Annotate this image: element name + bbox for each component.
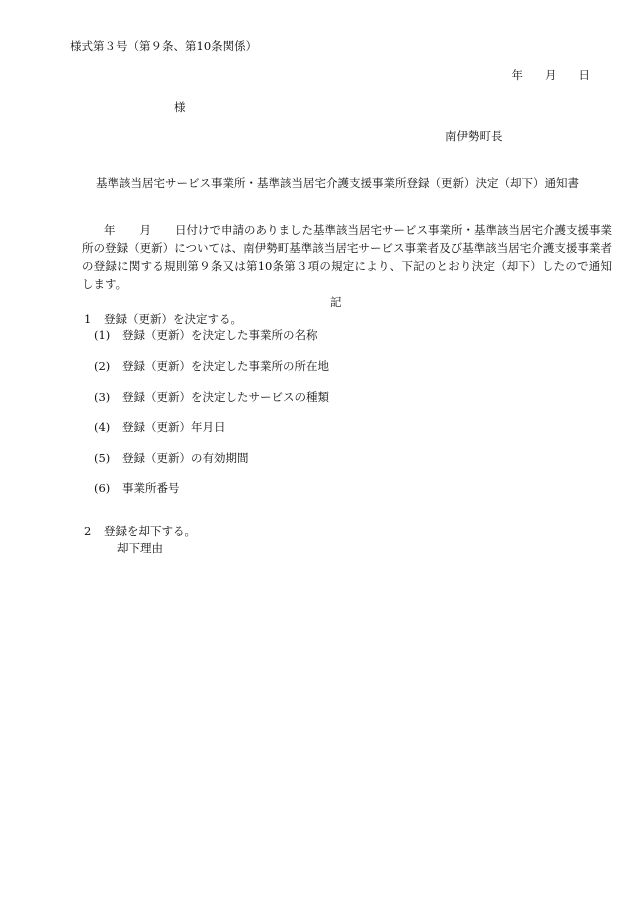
body-paragraph (82, 221, 612, 293)
list-item (94, 361, 329, 373)
list-item (94, 392, 329, 404)
item-number: (6) (94, 481, 111, 495)
document-title: 基準該当居宅サービス事業所・基準該当居宅介護支援事業所登録（更新）決定（却下）通知書 (96, 176, 579, 190)
date-year: 年 (511, 68, 523, 82)
item-number: (5) (94, 451, 111, 465)
rejection-reason-label: 却下理由 (117, 541, 163, 555)
item-label: 登録（更新）を決定した事業所の名称 (122, 328, 318, 342)
list-item (94, 453, 249, 465)
list-item (94, 483, 180, 495)
date-month: 月 (545, 68, 557, 82)
section-2-number: 2 (84, 524, 92, 538)
section-1 (84, 314, 242, 326)
item-label: 事業所番号 (122, 481, 180, 495)
addressee-suffix: 様 (174, 100, 186, 114)
item-label: 登録（更新）年月日 (122, 420, 226, 434)
item-number: (4) (94, 420, 111, 434)
item-label: 登録（更新）を決定したサービスの種類 (122, 390, 329, 404)
body-year: 年 (104, 223, 116, 237)
section-2 (84, 526, 196, 538)
item-number: (3) (94, 390, 111, 404)
issuer-name: 南伊勢町長 (445, 129, 503, 143)
item-label: 登録（更新）を決定した事業所の所在地 (122, 359, 329, 373)
date-day: 日 (578, 68, 590, 82)
form-number: 様式第３号（第９条、第10条関係） (70, 39, 258, 53)
item-label: 登録（更新）の有効期間 (122, 451, 249, 465)
ki-heading: 記 (330, 295, 342, 309)
section-2-label: 登録を却下する。 (104, 524, 196, 538)
section-1-number: 1 (84, 312, 92, 326)
list-item (94, 330, 318, 342)
body-text: 日付けで申請のありました基準該当居宅サービス事業所・基準該当居宅介護支援事業所の登録（更新）については、南伊勢町基準該当居宅サービス事業者及び基準該当居宅介護支援事業者の登録に関する規則第９条又は第10条第３項の規定により、下記のとおり決定（却下）したので通知します。 (82, 223, 612, 291)
date-line (512, 70, 591, 82)
body-month: 月 (139, 223, 151, 237)
item-number: (1) (94, 328, 111, 342)
section-1-label: 登録（更新）を決定する。 (104, 312, 242, 326)
item-number: (2) (94, 359, 111, 373)
list-item (94, 422, 226, 434)
